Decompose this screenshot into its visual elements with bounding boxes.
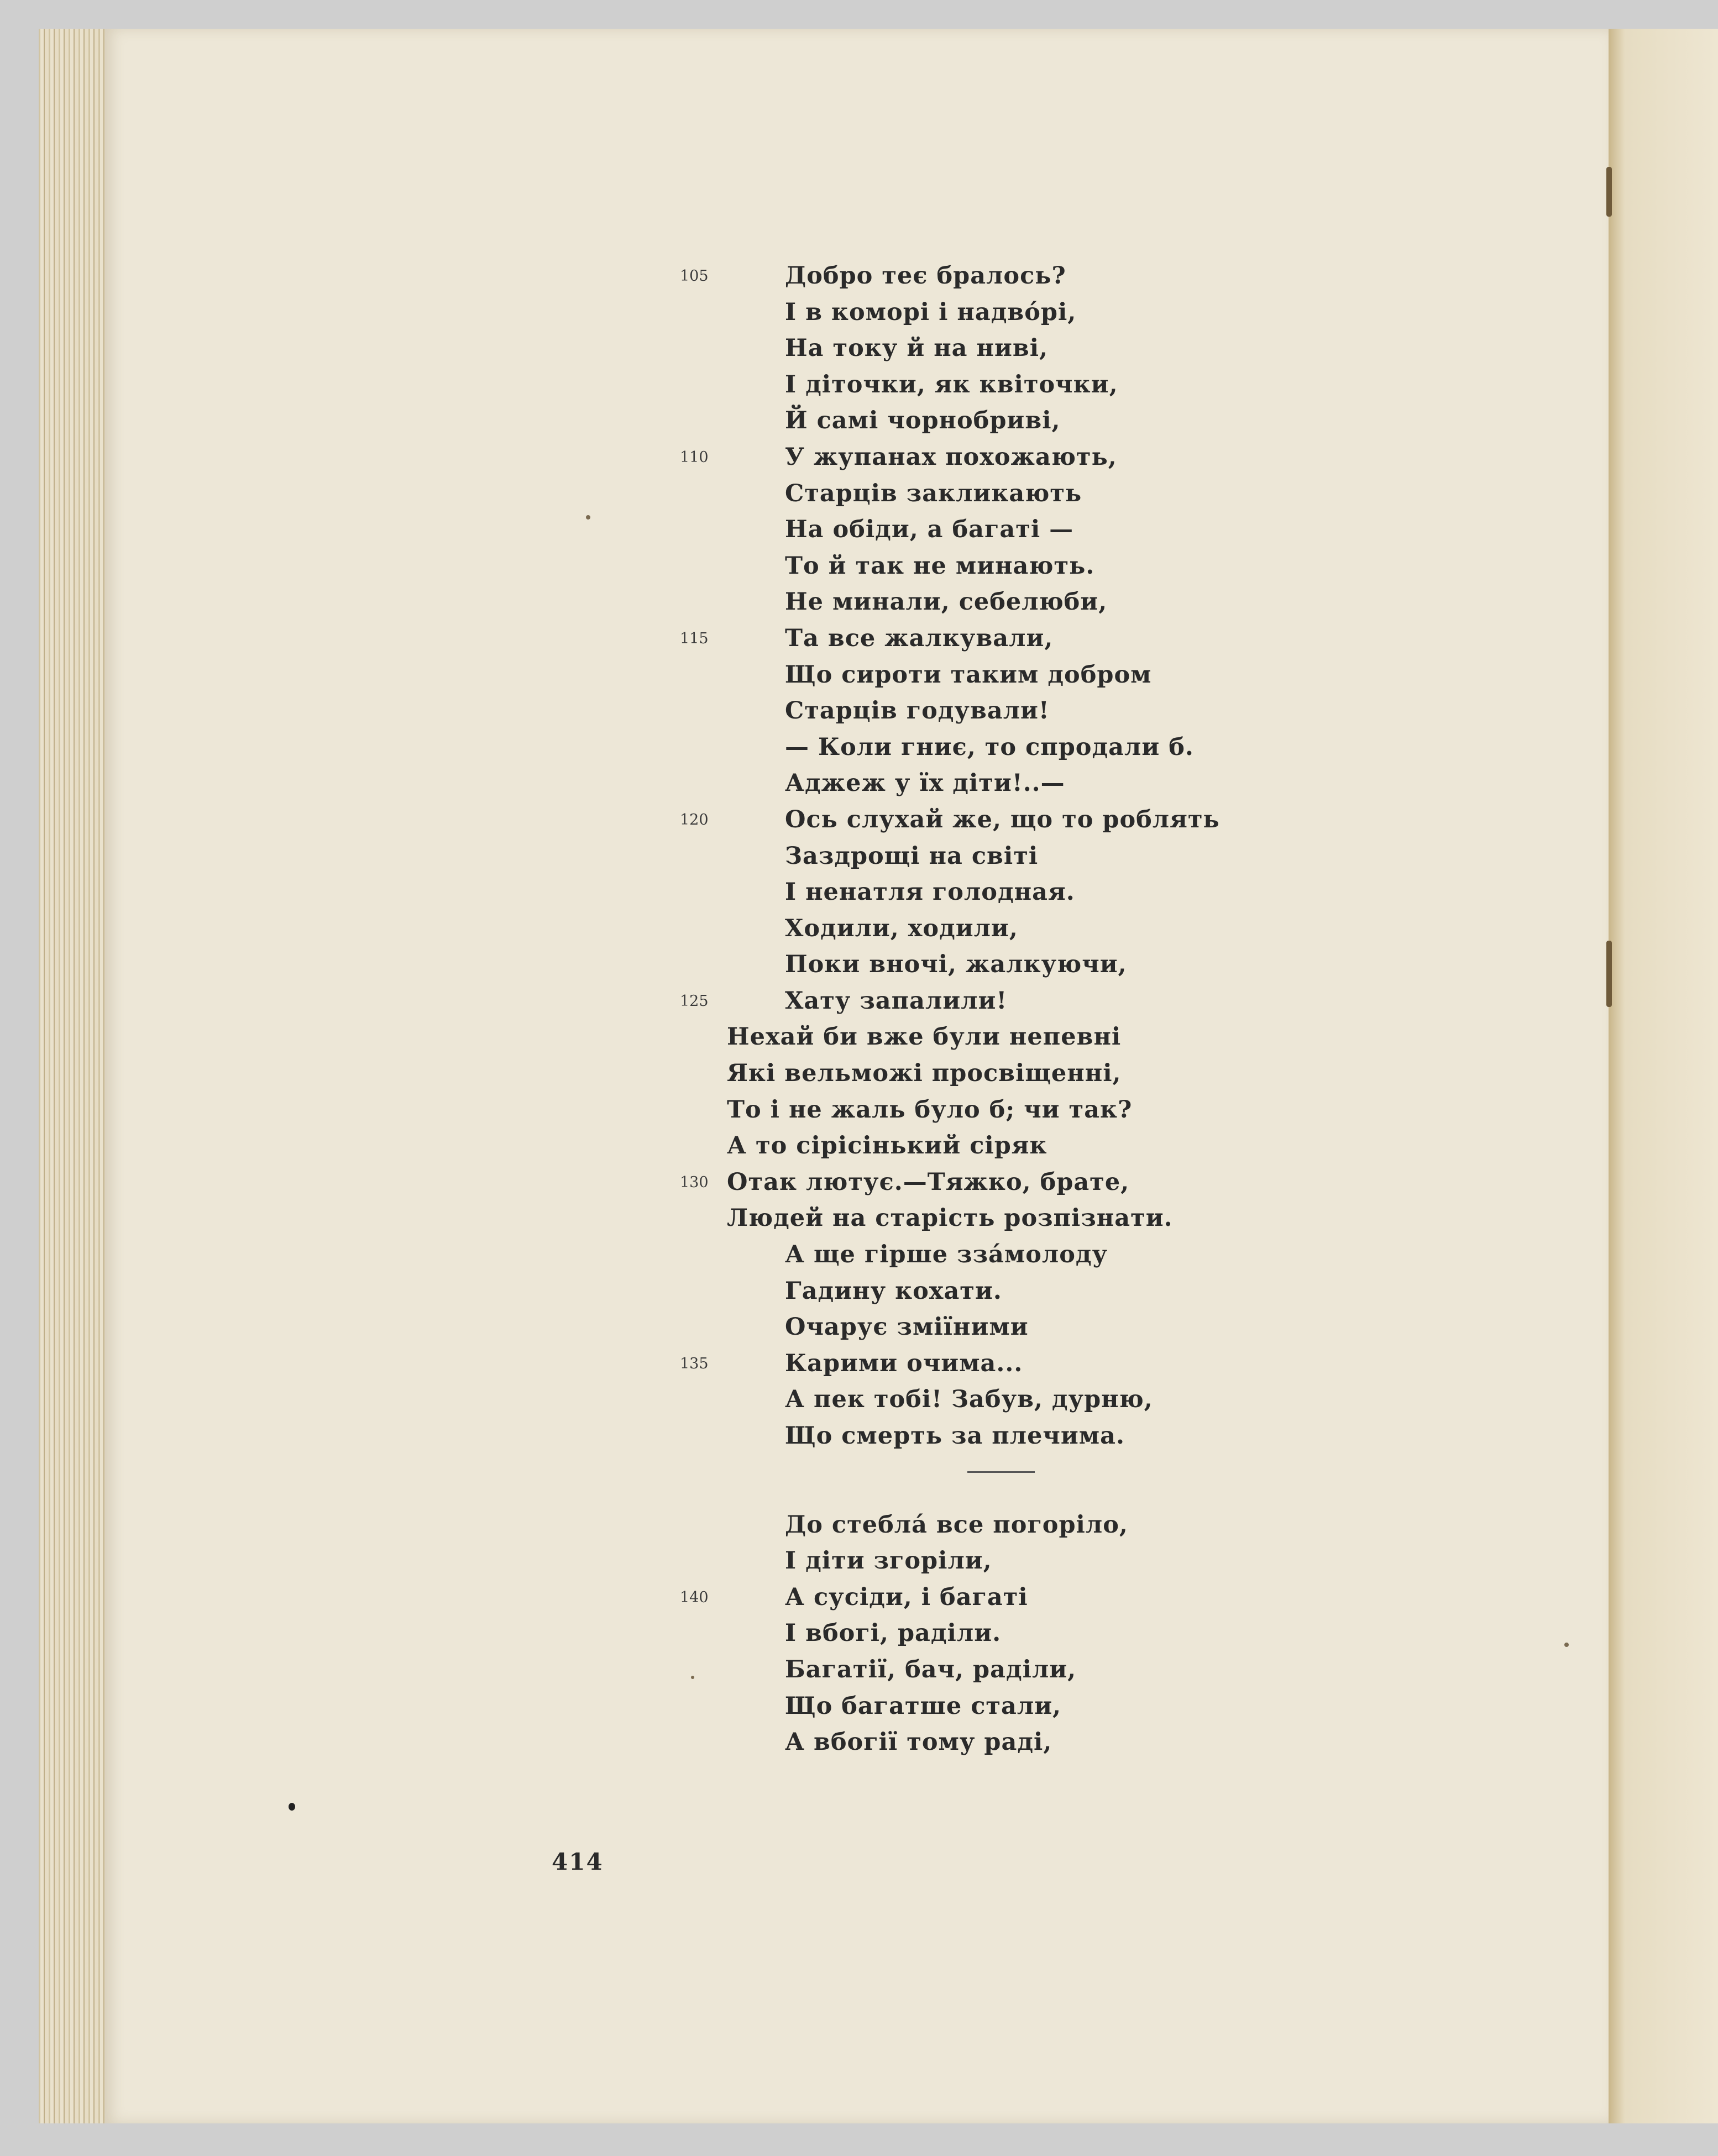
line-text: І діточки, як квіточки, xyxy=(785,370,1118,398)
line-text: І вбогі, раділи. xyxy=(785,1619,1002,1648)
poem-text xyxy=(680,258,1220,1761)
line-text: Гадину кохати. xyxy=(785,1277,1002,1305)
poem-line xyxy=(680,1580,1220,1616)
section-divider xyxy=(967,1471,1035,1473)
poem-line xyxy=(680,1346,1220,1382)
poem-line xyxy=(727,476,1220,512)
poem-line xyxy=(727,1382,1220,1418)
poem-line xyxy=(727,874,1220,911)
line-number: 105 xyxy=(680,267,709,285)
poem-line xyxy=(680,439,1220,476)
poem-line xyxy=(727,1688,1220,1725)
poem-line xyxy=(727,838,1220,875)
paper-speck xyxy=(1564,1643,1569,1647)
spine-mark xyxy=(1606,941,1612,1007)
poem-line xyxy=(727,947,1220,983)
poem-line xyxy=(727,1056,1220,1092)
poem-line xyxy=(727,1273,1220,1310)
poem-line xyxy=(680,621,1220,657)
line-text: Аджеж у їх діти!..— xyxy=(785,769,1065,798)
book-scan xyxy=(39,29,1718,2123)
line-text: А ще гірше ззáмолоду xyxy=(785,1241,1108,1269)
line-text: Очарує зміїними xyxy=(785,1313,1029,1341)
poem-line xyxy=(727,1019,1220,1056)
line-number: 135 xyxy=(680,1355,709,1372)
adjacent-page xyxy=(1609,29,1718,2123)
line-text: Ходили, ходили, xyxy=(785,914,1018,942)
line-text: Нехай би вже були непевні xyxy=(727,1023,1122,1051)
line-text: Та все жалкували, xyxy=(785,624,1054,652)
poem-line xyxy=(680,258,1220,295)
poem-line xyxy=(727,1128,1220,1164)
poem-line xyxy=(727,403,1220,439)
line-text: А то сірісінький сіряк xyxy=(727,1132,1047,1160)
poem-line xyxy=(727,295,1220,331)
page-number: 414 xyxy=(552,1848,604,1875)
poem-line xyxy=(727,657,1220,694)
poem-stanza-group xyxy=(680,1507,1220,1761)
poem-line xyxy=(680,802,1220,838)
paper-speck xyxy=(586,515,590,520)
line-text: Не минали, себелюби, xyxy=(785,588,1108,616)
poem-line xyxy=(727,367,1220,403)
line-text: На току й на ниві, xyxy=(785,334,1049,363)
line-text: А вбогії тому раді, xyxy=(785,1728,1052,1756)
line-text: Що багатше стали, xyxy=(785,1692,1062,1720)
poem-line xyxy=(727,1237,1220,1273)
poem-line xyxy=(680,1164,1220,1201)
line-text: Багатії, бач, раділи, xyxy=(785,1655,1077,1683)
line-text: Поки вночі, жалкуючи, xyxy=(785,951,1127,979)
paper-speck xyxy=(289,1803,295,1811)
poem-line xyxy=(727,1200,1220,1237)
line-text: А пек тобі! Забув, дурню, xyxy=(785,1386,1153,1414)
poem-line xyxy=(727,730,1220,766)
line-number: 125 xyxy=(680,992,709,1010)
line-text: Добро теє бралось? xyxy=(785,262,1066,290)
line-text: Які вельможі просвіщенні, xyxy=(727,1059,1122,1088)
poem-line xyxy=(727,548,1220,585)
poem-line xyxy=(727,1615,1220,1652)
line-text: А сусіди, і багаті xyxy=(785,1583,1028,1611)
line-text: Старців закликають xyxy=(785,479,1082,507)
line-text: Хату запалили! xyxy=(785,987,1008,1015)
line-text: Ось слухай же, що то роблять xyxy=(785,805,1220,833)
poem-line xyxy=(727,584,1220,621)
poem-line xyxy=(680,983,1220,1020)
line-text: І ненатля голодная. xyxy=(785,878,1075,906)
spine-mark xyxy=(1606,167,1612,217)
line-text: То і не жаль було б; чи так? xyxy=(727,1095,1133,1124)
line-number: 120 xyxy=(680,811,709,828)
line-text: Людей на старість розпізнати. xyxy=(727,1204,1173,1232)
line-number: 115 xyxy=(680,630,709,647)
poem-line xyxy=(727,693,1220,730)
paper-speck xyxy=(691,1676,694,1679)
poem-line xyxy=(727,1543,1220,1580)
line-text: Заздрощі на світі xyxy=(785,842,1039,870)
line-text: То й так не минають. xyxy=(785,552,1095,580)
line-text: І діти згоріли, xyxy=(785,1547,992,1575)
poem-line xyxy=(727,911,1220,947)
line-text: У жупанах похожають, xyxy=(785,443,1117,471)
line-text: До стеблá все погоріло, xyxy=(785,1510,1128,1539)
poem-line xyxy=(727,1418,1220,1455)
line-number: 140 xyxy=(680,1588,709,1606)
poem-line xyxy=(727,512,1220,548)
poem-stanza-group xyxy=(680,258,1220,1455)
line-text: Карими очима... xyxy=(785,1349,1023,1377)
line-text: Старців годували! xyxy=(785,697,1050,725)
line-number: 110 xyxy=(680,448,709,466)
poem-line xyxy=(727,765,1220,802)
line-text: Отак лютує.—Тяжко, брате, xyxy=(727,1168,1130,1196)
poem-line xyxy=(727,1724,1220,1761)
line-text: Що сироти таким добром xyxy=(785,660,1152,689)
poem-line xyxy=(727,331,1220,367)
line-text: Що смерть за плечима. xyxy=(785,1422,1125,1450)
poem-line xyxy=(727,1652,1220,1688)
line-text: — Коли гниє, то спродали б. xyxy=(785,733,1194,761)
poem-line xyxy=(727,1309,1220,1346)
line-number: 130 xyxy=(680,1173,709,1191)
line-text: Й самі чорнобриві, xyxy=(785,407,1061,435)
line-text: На обіди, а багаті — xyxy=(785,516,1074,544)
poem-line xyxy=(727,1507,1220,1544)
line-text: І в коморі і надвóрі, xyxy=(785,298,1077,326)
poem-line xyxy=(727,1092,1220,1129)
